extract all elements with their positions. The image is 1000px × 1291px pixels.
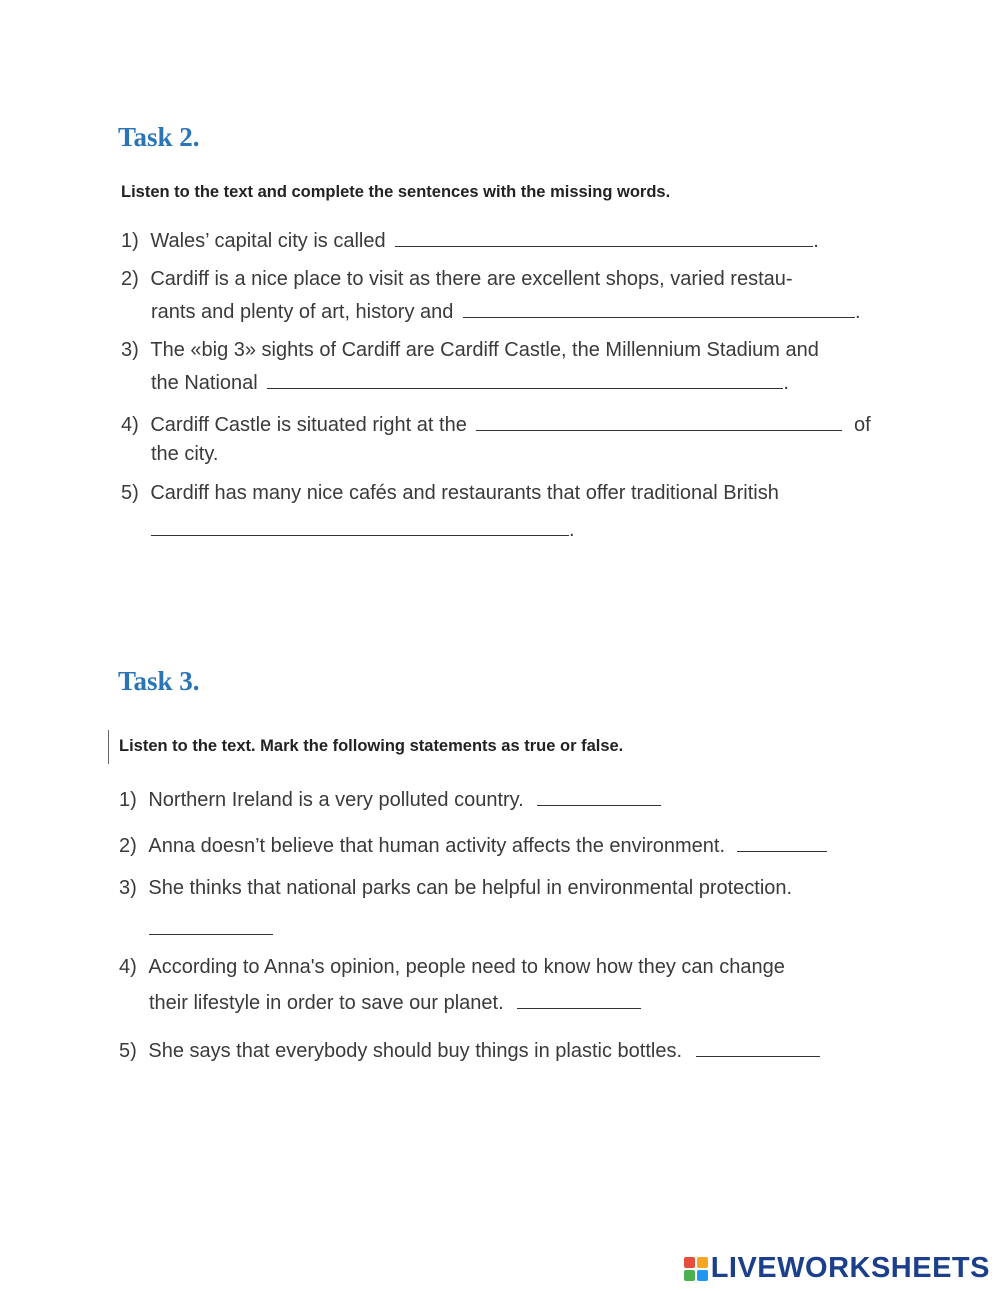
item-number: 4) — [119, 956, 137, 978]
item-text: Northern Ireland is a very polluted country. — [148, 789, 524, 811]
task2-instruction: Listen to the text and complete the sentences with the missing words. — [121, 183, 671, 201]
answer-blank-5[interactable] — [151, 513, 569, 536]
task2-item-4 — [121, 408, 871, 440]
task3-instruction: Listen to the text. Mark the following statements as true or false. — [119, 737, 624, 755]
task2-item-4-cont — [151, 439, 218, 469]
item-text: Wales’ capital city is called — [150, 230, 386, 252]
period: . — [569, 519, 575, 541]
item-text: Cardiff Castle is situated right at the — [150, 414, 467, 436]
margin-mark — [108, 730, 109, 764]
task3-item-3 — [119, 873, 792, 903]
item-number: 1) — [121, 230, 139, 252]
item-number: 5) — [119, 1040, 137, 1062]
item-text-after: of — [853, 414, 871, 436]
task2-item-1 — [121, 224, 819, 256]
answer-blank-1[interactable] — [395, 224, 813, 247]
item-text: The «big 3» sights of Cardiff are Cardiff Castle, the Millennium Stadium and — [150, 339, 819, 361]
answer-blank-4[interactable] — [476, 408, 842, 431]
task3-item-2 — [119, 829, 827, 861]
task3-item-5 — [119, 1034, 820, 1066]
task2-item-2-cont — [151, 295, 861, 327]
item-text: Cardiff is a nice place to visit as there are excellent shops, varied restau- — [150, 268, 793, 290]
liveworksheets-logo-icon — [683, 1256, 709, 1282]
item-text: She says that everybody should buy things in plastic bottles. — [148, 1040, 683, 1062]
task3-item-4 — [119, 952, 785, 982]
period: . — [813, 230, 819, 252]
period: . — [783, 372, 789, 394]
true-false-blank-2[interactable] — [737, 829, 827, 852]
true-false-blank-1[interactable] — [537, 783, 661, 806]
logo-text: LIVEWORKSHEETS — [710, 1252, 990, 1284]
item-text: According to Anna's opinion, people need to know how they can change — [148, 956, 785, 978]
task2-item-3 — [121, 335, 819, 365]
task2-title: Task 2. — [118, 122, 200, 152]
item-text: She thinks that national parks can be helpful in environmental protection. — [148, 877, 793, 899]
item-text: the National — [151, 372, 258, 394]
item-number: 3) — [119, 877, 137, 899]
item-number: 1) — [119, 789, 137, 811]
true-false-blank-3[interactable] — [149, 912, 273, 935]
true-false-blank-5[interactable] — [696, 1034, 820, 1057]
item-number: 4) — [121, 414, 139, 436]
task2-item-3-cont — [151, 366, 789, 398]
answer-blank-3[interactable] — [267, 366, 783, 389]
item-text: Cardiff has many nice cafés and restaurants that offer traditional British — [150, 482, 779, 504]
task3-title: Task 3. — [118, 666, 200, 696]
task3-item-1 — [119, 783, 661, 815]
item-text: their lifestyle in order to save our planet. — [149, 992, 504, 1014]
item-text: Anna doesn’t believe that human activity affects the environment. — [148, 835, 725, 857]
item-number: 3) — [121, 339, 139, 361]
period: . — [854, 301, 861, 323]
liveworksheets-logo — [683, 1252, 990, 1285]
task2-item-5 — [121, 478, 779, 508]
task3-item-4-cont — [149, 986, 641, 1018]
item-number: 2) — [121, 268, 139, 290]
answer-blank-2[interactable] — [463, 295, 855, 318]
item-text: the city. — [151, 443, 219, 465]
item-text: rants and plenty of art, history and — [151, 301, 454, 323]
item-number: 5) — [121, 482, 139, 504]
task3-item-3-cont — [149, 912, 273, 944]
task2-item-5-cont — [151, 513, 575, 545]
item-number: 2) — [119, 835, 137, 857]
true-false-blank-4[interactable] — [517, 986, 641, 1009]
task2-item-2 — [121, 264, 793, 294]
